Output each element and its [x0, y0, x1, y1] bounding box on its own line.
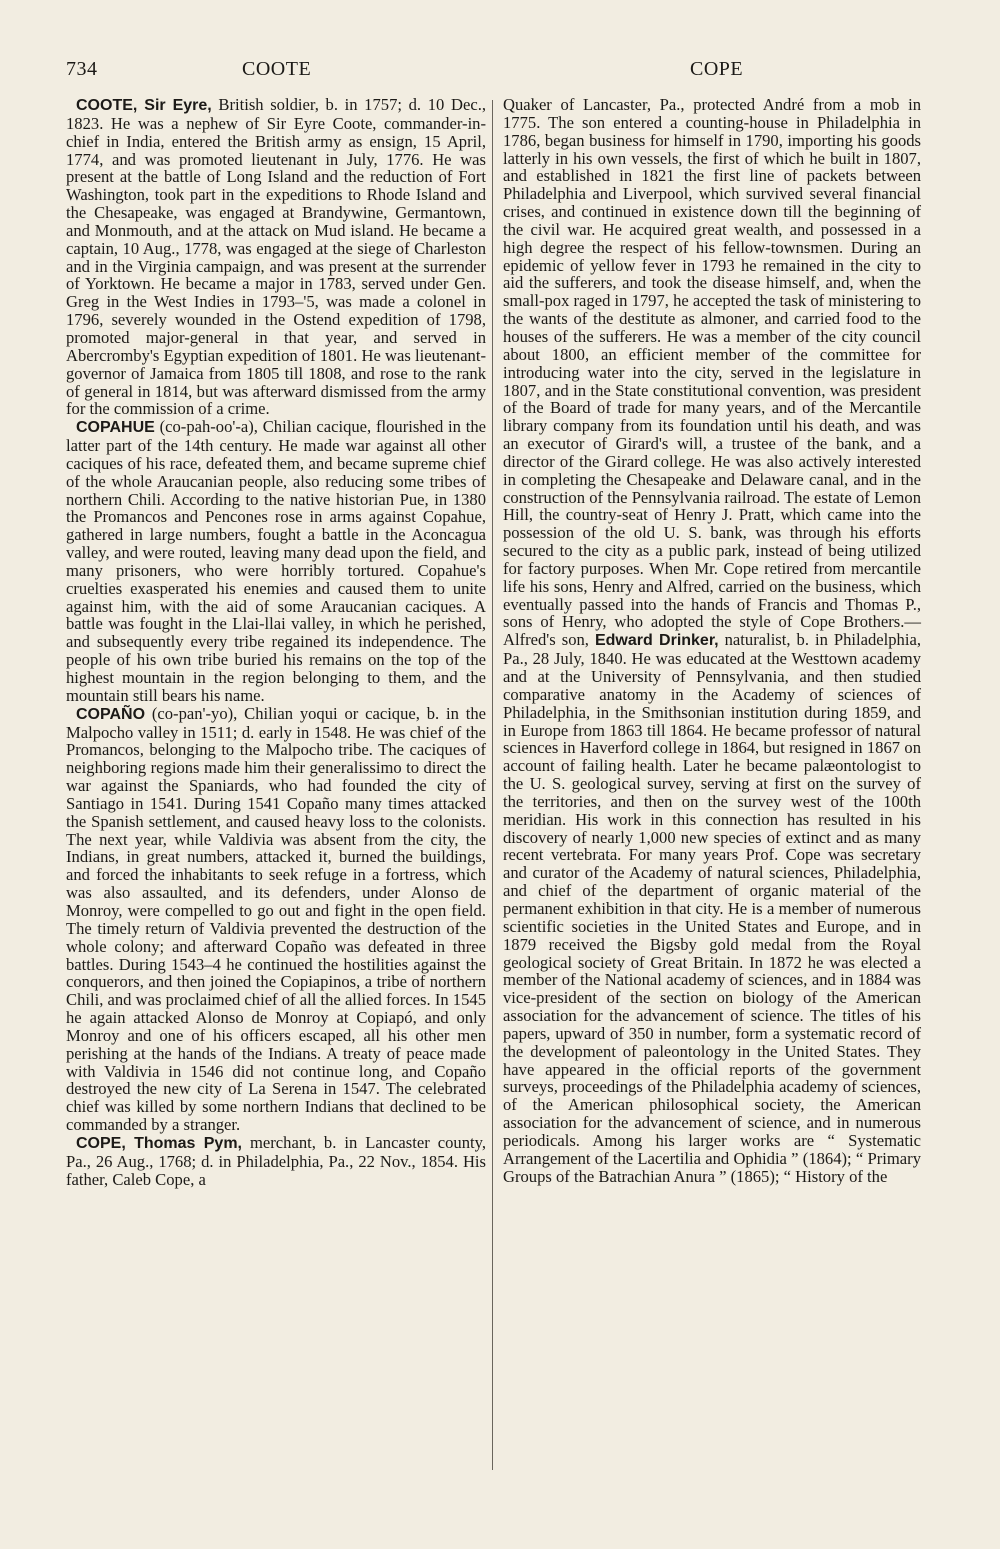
running-head-right: COPE: [690, 58, 744, 80]
left-column: [66, 96, 486, 1188]
entry-text: Quaker of Lancaster, Pa., protected André from a mob in 1775. The son entered a counting-house in Philadelphia in 1786, began business for himself in 1790, importing his goods latterly in his own vessels, the first of which he built in 1807, and established in 1821 the first line of packets between Philadelphia and Liverpool, which survived several financial crises, and continued in existence down till the beginning of the civil war. He acquired great wealth, and possessed in a high degree the respect of his fellow-townsmen. During an epidemic of yellow fever in 1793 he remained in the city to aid the sufferers, and took the disease himself, and, when the small-pox raged in 1797, he accepted the task of ministering to the wants of the destitute as almoner, and carried food to the houses of the sufferers. He was a member of the city council about 1800, an efficient member of the committee for introducing water into the city, served in the legislature in 1807, and in the State constitutional convention, was president of the Board of trade for many years, and of the Mercantile library company from its foundation until his death, and was an executor of Girard's will, a trustee of the bank, and a director of the Girard college. He was also actively interested in completing the Chesapeake and Delaware canal, and in the construction of the Pennsylvania railroad. The estate of Lemon Hill, the country-seat of Henry J. Pratt, which came into the possession of the old U. S. bank, was through his efforts secured to the city as a public park, instead of being utilized for factory purposes. When Mr. Cope retired from mercantile life his sons, Henry and Alfred, carried on the business, which eventually passed into the hands of Francis and Thomas P., sons of Henry, who adopted the style of Cope Brothers.—Alfred's son,: [503, 95, 921, 650]
entry-copahue: [66, 418, 486, 705]
headword: COOTE, Sir Eyre,: [76, 97, 212, 114]
headword: COPE, Thomas Pym,: [76, 1134, 242, 1152]
entry-text: (co-pan'-yo), Chilian yoqui or cacique, b. in the Malpocho valley in 1511; d. early in 1548. He was chief of the Promancos, belonging to the Malpocho tribe. The caciques of neighboring regions made him their generalissimo to direct the war against the Spaniards, who had founded the city of Santiago in 1541. During 1541 Copaño many times attacked the Spanish settlement, and caused heavy loss to the colonists. The next year, while Valdivia was absent from the city, the Indians, in great numbers, attacked it, burned the buildings, and forced the inhabitants to seek refuge in a fortress, which was also assaulted, and its defenders, under Alonso de Monroy, were compelled to go out and fight in the open field. The timely return of Valdivia prevented the destruction of the whole colony; and afterward Copaño was defeated in three battles. During 1543–4 he continued the hostilities against the conquerors, and then joined the Copiapinos, a tribe of northern Chili, and was proclaimed chief of all the allied forces. In 1545 he again attacked Alonso de Monroy at Copiapó, and only Monroy and one of his officers escaped, all his other men perishing at the hands of the Indians. A treaty of peace made with Valdivia in 1546 did not continue long, and Copaño destroyed the new city of La Serena in 1547. The celebrated chief was killed by some northern Indians that declined to be commanded by a stranger.: [66, 703, 486, 1135]
right-column: [503, 96, 921, 1185]
entry-text: British soldier, b. in 1757; d. 10 Dec., 1823. He was a nephew of Sir Eyre Coote, commander-in-chief in India, entered the British army as ensign, 15 April, 1774, and was promoted lieutenant in July, 1776. He was present at the battle of Long Island and the reduction of Fort Washington, took part in the expeditions to Rhode Island and the Chesapeake, was engaged at Brandywine, Germantown, and Monmouth, and at the attack on Mud island. He became a captain, 10 Aug., 1778, was engaged at the siege of Charleston and in the Virginia campaign, and was present at the surrender of Yorktown. He became a major in 1783, served under Gen. Greg in the West Indies in 1793–'5, was made a colonel in 1796, severely wounded in the Ostend expedition of 1798, promoted major-general in that year, and served in Abercromby's Egyptian expedition of 1801. He was lieutenant-governor of Jamaica from 1805 till 1808, and rose to the rank of general in 1814, but was afterward dismissed from the army for the commission of a crime.: [66, 95, 486, 419]
page-number: 734: [66, 58, 98, 80]
entry-copano: [66, 705, 486, 1134]
entry-coote: [66, 96, 486, 418]
headword: Edward Drinker,: [594, 632, 719, 650]
entry-cope-thomas: [66, 1134, 486, 1189]
entry-cope-continued: [503, 96, 921, 1185]
headword: COPAÑO: [76, 705, 146, 723]
running-head-left: COOTE: [242, 58, 312, 80]
entry-text: merchant, b. in Lancaster county, Pa., 26 Aug., 1768; d. in Philadelphia, Pa., 22 Nov., 1854. His father, Caleb Cope, a: [66, 1132, 487, 1189]
entry-text: (co-pah-oo'-a), Chilian cacique, flourished in the latter part of the 14th century. He made war against all other caciques of his race, defeated them, and became supreme chief of the whole Araucanian people, also reducing some tribes of northern Chili. According to the native historian Pue, in 1380 the Promancos and Pencones rose in arms against Copahue, gathered in large numbers, fought a battle in the Aconcagua valley, and were routed, leaving many dead upon the field, and many prisoners, who were horribly tortured. Copahue's cruelties exasperated his enemies and caused them to unite against him, with the aid of some Araucanian caciques. A battle was fought in the Llai-llai valley, in which he perished, and subsequently every tribe regained its independence. The people of his own tribe buried his remains on the top of the highest mountain in the region belonging to them, and the mountain still bears his name.: [66, 417, 486, 705]
entry-text: naturalist, b. in Philadelphia, Pa., 28 July, 1840. He was educated at the Westtown academy and at the University of Pennsylvania, and then studied comparative anatomy in the Academy of sciences of Philadelphia, in the Smithsonian institution during 1859, and in Europe from 1863 till 1864. He became professor of natural sciences in Haverford college in 1864, but resigned in 1867 on account of failing health. Later he became palæontologist to the U. S. geological survey, serving at first on the survey of the territories, and then on the survey west of the 100th meridian. His work in this connection has resulted in his discovery of nearly 1,000 new species of extinct and as many recent vertebrata. For many years Prof. Cope was secretary and curator of the Academy of natural sciences, Philadelphia, and chief of the department of organic material of the permanent exhibition in that city. He is a member of numerous scientific societies in the United States and Europe, and in 1879 received the Bigsby gold medal from the Royal geological society of Great Britain. In 1872 he was elected a member of the National academy of sciences, and in 1884 was vice-president of the section on biology of the American association for the advancement of science. The titles of his papers, upward of 350 in number, form a systematic record of the development of paleontology in the United States. They have appeared in the official reports of the government surveys, proceedings of the Philadelphia academy of sciences, of the American philosophical society, the American association for the advancement of science, and in numerous periodicals. Among his larger works are “ Systematic Arrangement of the Lacertilia and Ophidia ” (1864); “ Primary Groups of the Batrachian Anura ” (1865); “ History of the: [503, 630, 921, 1186]
headword: COPAHUE: [76, 419, 155, 437]
column-divider: [492, 100, 493, 1470]
